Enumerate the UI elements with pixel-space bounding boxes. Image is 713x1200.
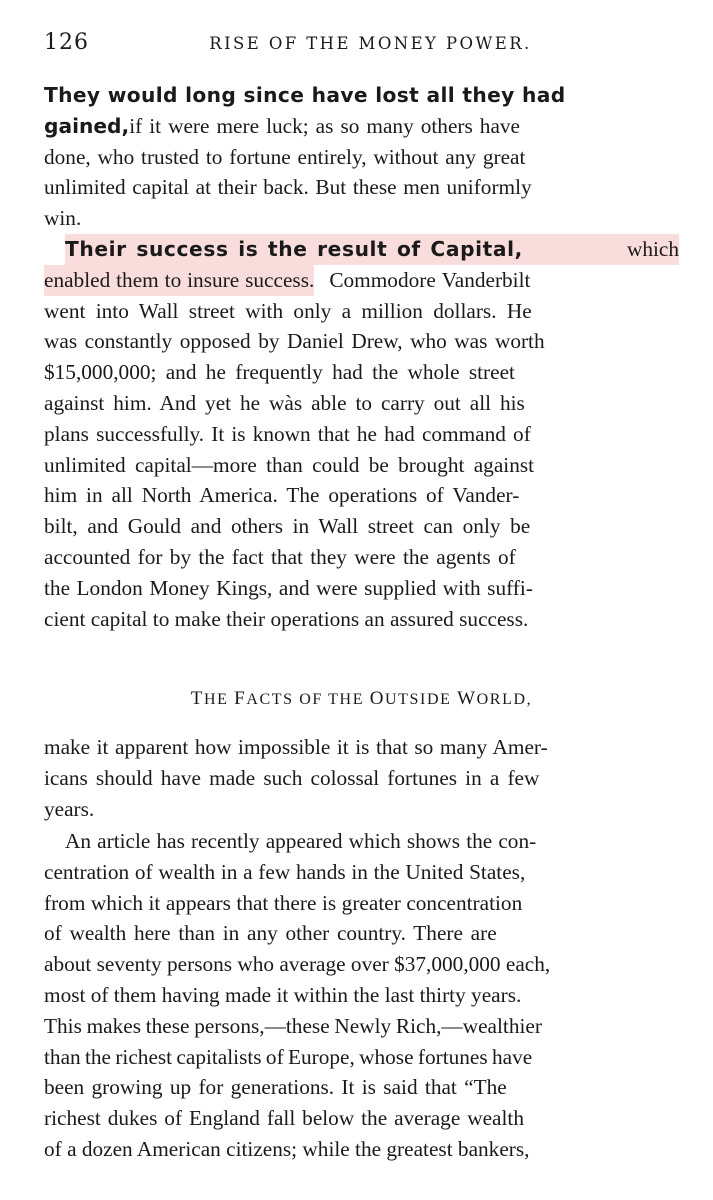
paragraph-4 (44, 826, 679, 1165)
text-line (44, 450, 679, 481)
text-line (44, 265, 679, 296)
text-segment: of wealth here than in any other country. There are (44, 921, 497, 946)
text-line (44, 357, 679, 388)
text-line (44, 172, 679, 203)
text-line (44, 1072, 679, 1103)
text-segment: $15,000,000; and he frequently had the whole street (44, 360, 515, 385)
text-line (44, 80, 679, 111)
heading-word: ACTS OF THE (246, 691, 370, 708)
text-segment: against him. And yet he wàs able to carry out all his (44, 390, 525, 415)
heading-initial: O (369, 688, 386, 709)
heading-initial: F (234, 688, 247, 709)
text-line (44, 826, 679, 857)
text-segment: win. (44, 206, 82, 231)
highlight-span (65, 234, 679, 265)
text-line (44, 234, 679, 265)
text-line (44, 1134, 679, 1165)
text-line (44, 949, 679, 980)
text-segment: done, who trusted to fortune entirely, without any great (44, 144, 526, 169)
text-line (44, 732, 679, 763)
text-segment: Commodore Vanderbilt (329, 267, 531, 292)
text-line (44, 604, 679, 635)
heading-word: ORLD, (476, 691, 533, 708)
text-segment: from which it appears that there is greater concentration (44, 890, 523, 915)
text-line (44, 1103, 679, 1134)
text-segment: about seventy persons who average over $37,000,000 each, (44, 952, 551, 977)
text-segment: An article has recently appeared which shows the con- (65, 829, 537, 853)
page-number: 126 (44, 30, 89, 55)
text-line (44, 1011, 679, 1042)
text-segment: centration of wealth in a few hands in the United States, (44, 859, 526, 884)
text-segment: went into Wall street with only a million dollars. He (44, 298, 532, 323)
running-title: RISE OF THE MONEY POWER. (209, 34, 532, 53)
heading-word: UTSIDE (385, 691, 458, 708)
text-segment: him in all North America. The operations of Vander- (44, 483, 520, 508)
text-line (44, 1042, 679, 1073)
text-segment: years. (44, 796, 95, 821)
text-line (44, 388, 679, 419)
text-line (44, 480, 679, 511)
text-segment: accounted for by the fact that they were the agents of (44, 544, 516, 569)
highlight-span-2: enabled them to insure success. (44, 265, 314, 296)
text-line (44, 918, 679, 949)
highlight-bold: Their success is the result of Capital, (65, 237, 523, 261)
text-segment: richest dukes of England fall below the average wealth (44, 1106, 524, 1131)
heading-word: HE (204, 691, 235, 708)
text-line (44, 980, 679, 1011)
text-segment: This makes these persons,—these Newly Rich,—wealthier (44, 1013, 542, 1038)
text-segment: than the richest capitalists of Europe, whose fortunes have (44, 1044, 533, 1069)
text-line (44, 888, 679, 919)
bold-lead-2: gained, (44, 113, 130, 138)
text-line (44, 142, 679, 173)
paragraph-3 (44, 732, 679, 824)
text-segment: unlimited capital—more than could be brought against (44, 452, 535, 477)
text-segment: was constantly opposed by Daniel Drew, who was worth (44, 329, 545, 354)
text-line (44, 763, 679, 794)
paragraph-1 (44, 80, 679, 234)
text-segment: icans should have made such colossal fortunes in a few (44, 765, 540, 790)
text-line (44, 111, 679, 142)
text-segment: been growing up for generations. It is said that “The (44, 1075, 507, 1100)
text-line (44, 296, 679, 327)
text-segment: unlimited capital at their back. But these men uniformly (44, 175, 532, 200)
text-line (44, 419, 679, 450)
section-heading (44, 688, 679, 710)
text-segment: if it were mere luck; as so many others have (129, 113, 521, 138)
text-line (44, 573, 679, 604)
running-head (44, 30, 677, 60)
text-segment: the London Money Kings, and were supplied with suffi- (44, 575, 533, 600)
text-line (44, 203, 679, 234)
text-segment: make it apparent how impossible it is that so many Amer- (44, 735, 548, 759)
text-segment: cient capital to make their operations an assured success. (44, 606, 529, 631)
text-segment: which (626, 237, 679, 261)
heading-initial: W (457, 688, 477, 709)
bold-lead: They would long since have lost all they had (44, 83, 566, 107)
text-segment: most of them having made it within the last thirty years. (44, 982, 522, 1007)
text-line (44, 857, 679, 888)
text-line (44, 326, 679, 357)
paragraph-2 (44, 234, 679, 634)
text-line (44, 542, 679, 573)
text-segment: plans successfully. It is known that he had command of (44, 421, 531, 446)
text-segment: of a dozen American citizens; while the greatest bankers, (44, 1136, 530, 1161)
heading-initial: T (190, 688, 204, 709)
text-line (44, 511, 679, 542)
text-line (44, 794, 679, 825)
text-segment: bilt, and Gould and others in Wall street can only be (44, 514, 531, 539)
